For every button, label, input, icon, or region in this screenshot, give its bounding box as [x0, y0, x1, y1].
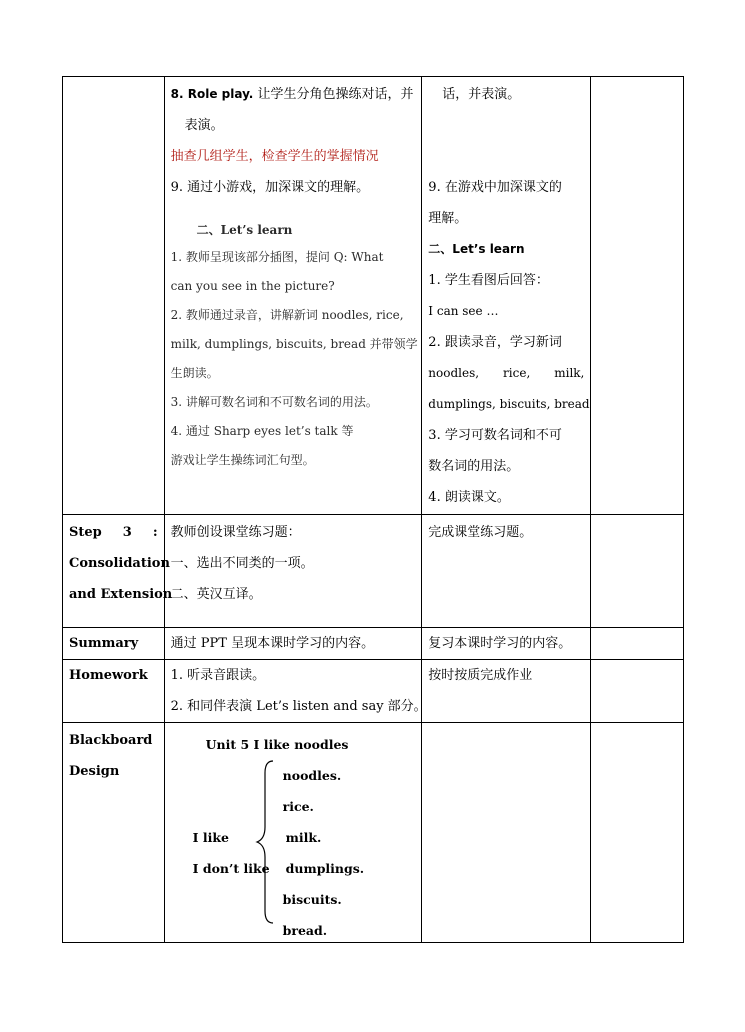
step-word: Step [69, 525, 102, 540]
blackboard-label: Blackboard [69, 733, 153, 748]
cell-homework-student [422, 660, 591, 723]
scan-line-4: milk, dumplings, biscuits, bread 并带领学 [170, 337, 418, 351]
scan-line-7: 4. 通过 Sharp eyes let’s talk 等 [170, 424, 354, 438]
homework-item-1: 1. 听录音跟读。 [170, 668, 266, 683]
student-learn-6: 3. 学习可数名词和不可 [428, 428, 562, 443]
cell-summary-teacher [164, 628, 422, 660]
cell-consolidation-teacher [164, 515, 422, 628]
cell-summary-notes [591, 628, 684, 660]
blackboard-design [165, 723, 422, 938]
summary-student-text: 复习本课时学习的内容。 [428, 636, 572, 651]
scan-line-5: 生朗读。 [170, 366, 219, 380]
consolidation-student-text: 完成课堂练习题。 [428, 525, 533, 540]
consolidation-label: Consolidation [69, 556, 170, 571]
cell-consolidation-student [422, 515, 591, 628]
cell-consolidation-label [63, 515, 173, 628]
student-learn-5: dumplings, biscuits, bread [428, 397, 590, 411]
cell-blackboard-student [422, 723, 591, 943]
cell-summary-student [422, 628, 591, 660]
extension-label: and Extension [69, 587, 173, 602]
cell-student-activities [422, 77, 591, 515]
homework-item-2: 2. 和同伴表演 Let’s listen and say 部分。 [170, 699, 427, 714]
bb-word-rice: rice. [282, 799, 314, 814]
exercise-1: 一、选出不同类的一项。 [170, 556, 314, 571]
role-play-number: 8. Role play. [170, 87, 254, 101]
student-learn-8: 4. 朗读课文。 [428, 490, 510, 505]
cell-empty-notes [591, 77, 684, 515]
scan-line-1: 1. 教师呈现该部分插图，提问 Q: What [170, 250, 384, 264]
cell-empty-label [63, 77, 165, 515]
student-game-1: 9. 在游戏中加深课文的 [428, 180, 562, 195]
table-row-homework [63, 660, 684, 723]
bb-i-dont-like: I don’t like [192, 861, 270, 876]
design-label: Design [69, 764, 120, 779]
step-number: 3 [122, 525, 132, 540]
bb-word-dumplings: dumplings. [285, 861, 365, 876]
table-row-consolidation [63, 515, 684, 628]
exercise-intro: 教师创设课堂练习题： [170, 525, 301, 540]
role-play-continued: 表演。 [184, 118, 224, 133]
scan-line-6: 3. 讲解可数名词和不可数名词的用法。 [170, 395, 378, 409]
cell-homework-label [63, 660, 165, 723]
summary-label: Summary [69, 636, 139, 651]
student-lets-learn: 二、Let’s learn [428, 242, 525, 256]
step-colon: : [152, 525, 158, 540]
role-play-text: 让学生分角色操练对话，并 [257, 87, 414, 102]
bb-i-like: I like [192, 830, 229, 845]
role-play-line [171, 79, 416, 110]
homework-student-text: 按时按质完成作业 [428, 668, 533, 683]
student-blank-1 [428, 110, 584, 141]
scan-line-3: 2. 教师通过录音，讲解新词 noodles, rice, [170, 308, 404, 322]
cell-summary-label [63, 628, 165, 660]
cell-consolidation-notes [591, 515, 684, 628]
word-rice: rice, [503, 366, 531, 380]
curly-brace-icon [255, 759, 275, 925]
student-line-1: 话，并表演。 [442, 87, 521, 102]
table-row-summary [63, 628, 684, 660]
lesson-plan-table [62, 76, 684, 943]
cell-blackboard-label [63, 723, 165, 943]
student-learn-3: 2. 跟读录音，学习新词 [428, 335, 562, 350]
bb-word-noodles: noodles. [282, 768, 342, 783]
bb-word-biscuits: biscuits. [282, 892, 342, 907]
bb-word-bread: bread. [282, 923, 328, 938]
cell-blackboard-notes [591, 723, 684, 943]
cell-homework-teacher [164, 660, 427, 723]
scanned-excerpt [171, 203, 416, 475]
word-noodles: noodles, [428, 366, 480, 380]
lets-learn-heading: 二、Let’s learn [196, 223, 293, 237]
exercise-2: 二、英汉互译。 [170, 587, 262, 602]
bb-word-milk: milk. [285, 830, 322, 845]
summary-teacher-text: 通过 PPT 呈现本课时学习的内容。 [170, 636, 375, 651]
student-learn-4 [428, 358, 584, 389]
step-label [69, 517, 158, 548]
student-learn-7: 数名词的用法。 [428, 459, 520, 474]
cell-teacher-activities [164, 77, 422, 515]
word-milk: milk, [554, 366, 585, 380]
student-game-2: 理解。 [428, 211, 468, 226]
homework-label: Homework [69, 668, 148, 683]
cell-homework-notes [591, 660, 684, 723]
student-learn-2: I can see … [428, 304, 499, 318]
scan-line-8: 游戏让学生操练词汇句型。 [170, 453, 315, 467]
table-row-activities [63, 77, 684, 515]
red-note: 抽查几组学生，检查学生的掌握情况 [170, 149, 379, 164]
blackboard-title: Unit 5 I like noodles [205, 737, 349, 752]
student-learn-1: 1. 学生看图后回答： [428, 273, 549, 288]
scan-line-2: can you see in the picture? [170, 279, 335, 293]
table-row-blackboard [63, 723, 684, 943]
student-blank-2 [428, 141, 584, 172]
game-line: 9. 通过小游戏，加深课文的理解。 [170, 180, 370, 195]
cell-blackboard-design [164, 723, 422, 943]
